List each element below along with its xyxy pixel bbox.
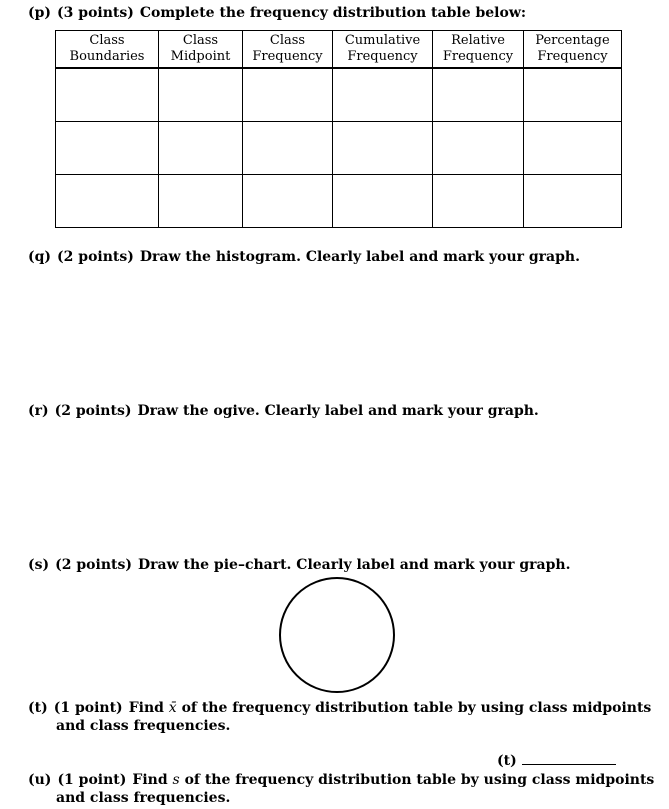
question-p-label: (p) <box>28 5 52 21</box>
question-u <box>28 771 654 789</box>
question-t <box>28 699 651 717</box>
question-t-text-before: Find <box>128 700 164 716</box>
answer-t-label: (t) <box>497 753 517 769</box>
header-class-frequency: Class Frequency <box>243 31 333 69</box>
question-r <box>28 402 539 420</box>
x-bar-symbol: x̄ <box>168 700 177 716</box>
question-r-points: (2 points) <box>54 403 132 419</box>
table-cell[interactable] <box>524 175 622 228</box>
table-cell[interactable] <box>56 68 159 122</box>
table-cell[interactable] <box>243 68 333 122</box>
table-cell[interactable] <box>524 68 622 122</box>
question-r-label: (r) <box>28 403 49 419</box>
header-percentage-frequency: Percentage Frequency <box>524 31 622 69</box>
question-q-text: Draw the histogram. Clearly label and mark your graph. <box>139 249 580 265</box>
answer-t-blank[interactable] <box>522 764 616 765</box>
table-cell[interactable] <box>333 175 433 228</box>
pie-chart-circle <box>279 577 395 693</box>
question-p-text: Complete the frequency distribution table below: <box>139 5 527 21</box>
header-class-boundaries: Class Boundaries <box>56 31 159 69</box>
table-cell[interactable] <box>333 68 433 122</box>
table-cell[interactable] <box>524 122 622 175</box>
table-row <box>56 68 622 122</box>
table-cell[interactable] <box>243 122 333 175</box>
table-cell[interactable] <box>159 68 243 122</box>
table-cell[interactable] <box>433 122 524 175</box>
table-row <box>56 122 622 175</box>
table-cell[interactable] <box>159 175 243 228</box>
question-p <box>28 4 526 22</box>
header-cumulative-frequency: Cumulative Frequency <box>333 31 433 69</box>
question-t-label: (t) <box>28 700 48 716</box>
table-cell[interactable] <box>56 175 159 228</box>
question-s-text: Draw the pie–chart. Clearly label and mark your graph. <box>137 557 571 573</box>
question-t-line2: and class frequencies. <box>56 718 231 734</box>
table-cell[interactable] <box>243 175 333 228</box>
question-t-text-after: of the frequency distribution table by using class midpoints <box>181 700 652 716</box>
question-s-label: (s) <box>28 557 50 573</box>
question-q-points: (2 points) <box>57 249 134 265</box>
table-cell[interactable] <box>433 175 524 228</box>
table-row <box>56 175 622 228</box>
s-symbol: s <box>172 772 180 788</box>
header-class-midpoint: Class Midpoint <box>159 31 243 69</box>
question-p-points: (3 points) <box>57 5 134 21</box>
question-s-points: (2 points) <box>55 557 132 573</box>
table-cell[interactable] <box>159 122 243 175</box>
question-u-points: (1 point) <box>57 772 127 788</box>
question-t-points: (1 point) <box>53 700 123 716</box>
question-r-text: Draw the ogive. Clearly label and mark your graph. <box>137 403 539 419</box>
question-u-text-before: Find <box>132 772 168 788</box>
question-s <box>28 556 570 574</box>
question-q <box>28 248 580 266</box>
question-u-label: (u) <box>28 772 52 788</box>
question-u-line2: and class frequencies. <box>56 790 231 806</box>
question-u-text-after: of the frequency distribution table by using class midpoints <box>184 772 655 788</box>
table-cell[interactable] <box>433 68 524 122</box>
table-header-row <box>56 31 622 69</box>
table-cell[interactable] <box>56 122 159 175</box>
header-relative-frequency: Relative Frequency <box>433 31 524 69</box>
question-q-label: (q) <box>28 249 52 265</box>
table-cell[interactable] <box>333 122 433 175</box>
frequency-distribution-table <box>55 30 622 228</box>
